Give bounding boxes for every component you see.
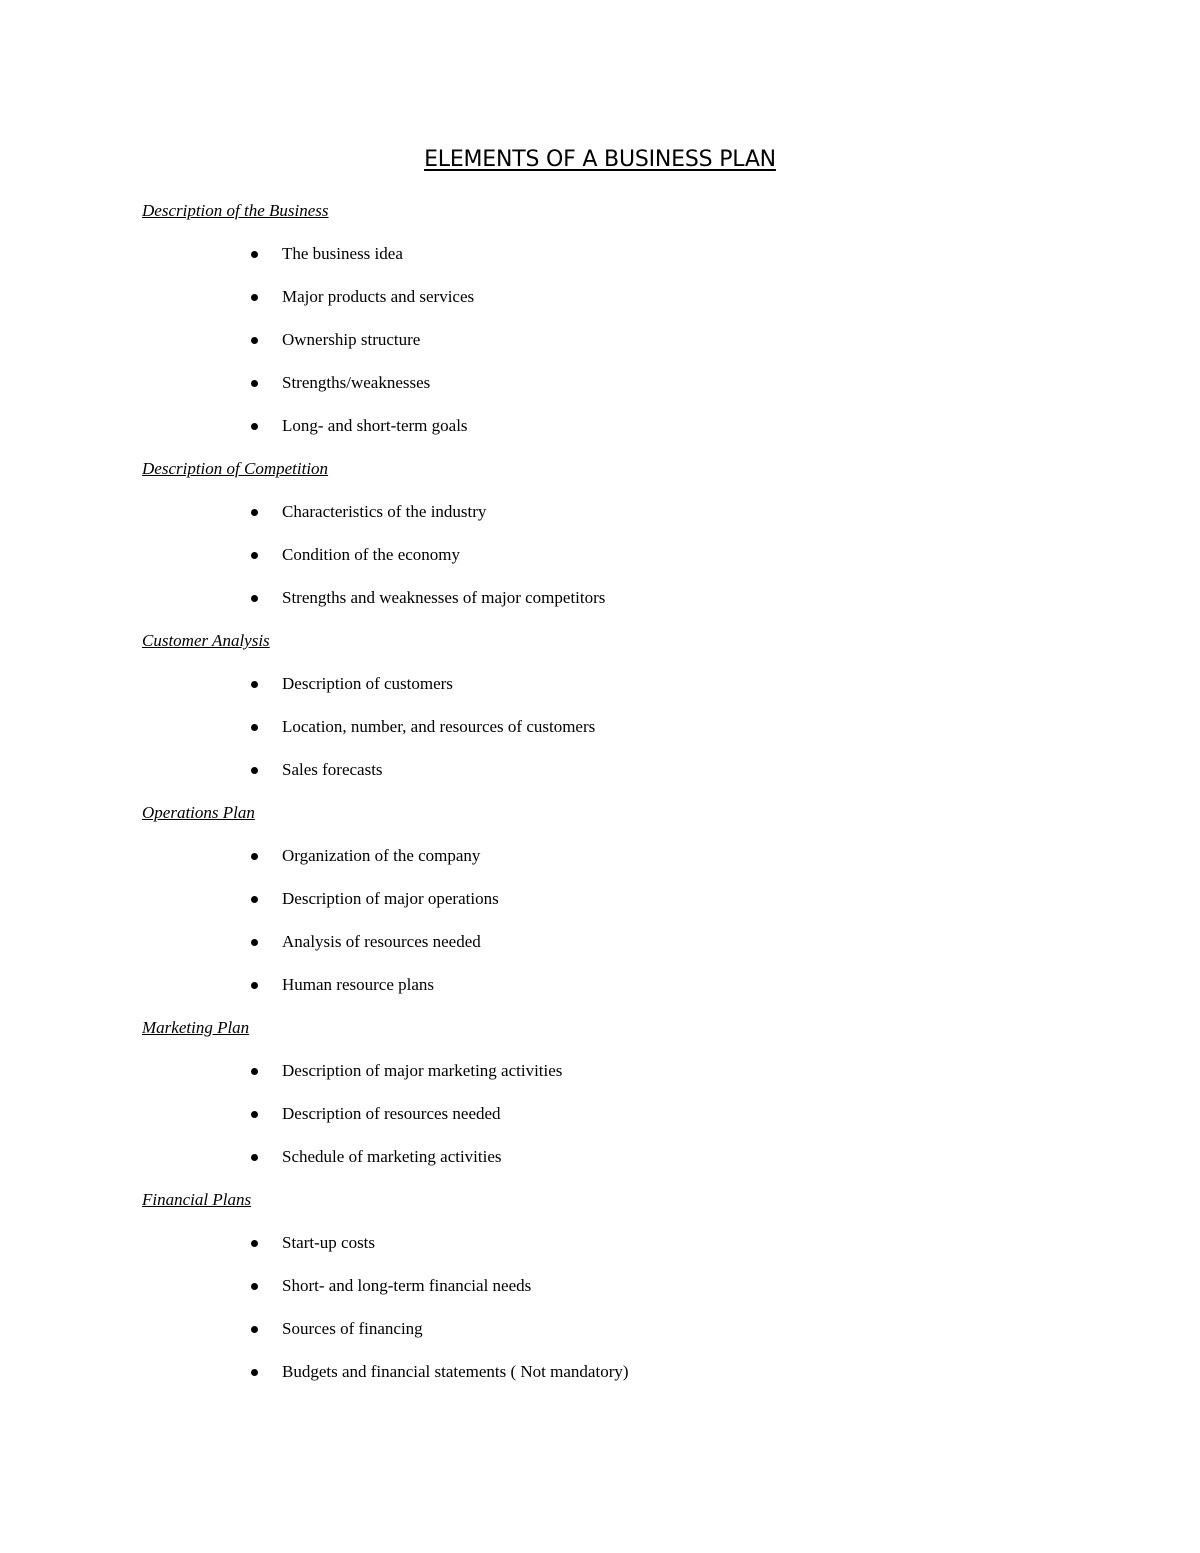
list-item bbox=[142, 413, 1042, 439]
list-item bbox=[142, 284, 1042, 310]
bullet-icon bbox=[251, 853, 258, 860]
list-item-text: Short- and long-term financial needs bbox=[282, 1276, 532, 1295]
list-item-text: Description of major marketing activities bbox=[282, 1061, 563, 1080]
bullet-list bbox=[142, 1230, 1042, 1385]
bullet-icon bbox=[251, 1111, 258, 1118]
list-item bbox=[142, 843, 1042, 869]
bullet-icon bbox=[251, 294, 258, 301]
list-item-text: Characteristics of the industry bbox=[282, 502, 487, 521]
bullet-icon bbox=[251, 337, 258, 344]
list-item-text: Human resource plans bbox=[282, 975, 435, 994]
list-item-text: Condition of the economy bbox=[282, 545, 461, 564]
bullet-icon bbox=[251, 380, 258, 387]
list-item bbox=[142, 542, 1042, 568]
bullet-icon bbox=[251, 595, 258, 602]
list-item-text: Start-up costs bbox=[282, 1233, 376, 1252]
bullet-icon bbox=[251, 1326, 258, 1333]
bullet-list bbox=[142, 499, 1042, 611]
section-heading: Financial Plans bbox=[142, 1190, 252, 1209]
list-item-text: Schedule of marketing activities bbox=[282, 1147, 502, 1166]
document-body bbox=[142, 198, 1042, 1402]
bullet-icon bbox=[251, 552, 258, 559]
section-description-of-business bbox=[142, 198, 1042, 439]
list-item bbox=[142, 714, 1042, 740]
list-item-text: Description of customers bbox=[282, 674, 453, 693]
bullet-icon bbox=[251, 681, 258, 688]
list-item-text: Major products and services bbox=[282, 287, 475, 306]
section-heading: Description of the Business bbox=[142, 201, 329, 220]
bullet-icon bbox=[251, 767, 258, 774]
bullet-list bbox=[142, 671, 1042, 783]
list-item bbox=[142, 929, 1042, 955]
list-item bbox=[142, 241, 1042, 267]
page-title: ELEMENTS OF A BUSINESS PLAN bbox=[424, 147, 776, 172]
section-financial-plans bbox=[142, 1187, 1042, 1385]
bullet-list bbox=[142, 843, 1042, 998]
bullet-list bbox=[142, 1058, 1042, 1170]
bullet-icon bbox=[251, 1240, 258, 1247]
list-item bbox=[142, 671, 1042, 697]
bullet-icon bbox=[251, 1283, 258, 1290]
section-operations-plan bbox=[142, 800, 1042, 998]
list-item-text: Long- and short-term goals bbox=[282, 416, 468, 435]
list-item bbox=[142, 1359, 1042, 1385]
list-item bbox=[142, 886, 1042, 912]
bullet-list bbox=[142, 241, 1042, 439]
list-item bbox=[142, 1273, 1042, 1299]
section-heading: Marketing Plan bbox=[142, 1018, 250, 1037]
list-item-text: Strengths/weaknesses bbox=[282, 373, 431, 392]
list-item bbox=[142, 1230, 1042, 1256]
list-item bbox=[142, 972, 1042, 998]
bullet-icon bbox=[251, 423, 258, 430]
list-item-text: Analysis of resources needed bbox=[282, 932, 481, 951]
list-item bbox=[142, 370, 1042, 396]
list-item bbox=[142, 1144, 1042, 1170]
list-item bbox=[142, 757, 1042, 783]
list-item-text: Sales forecasts bbox=[282, 760, 383, 779]
list-item bbox=[142, 1058, 1042, 1084]
section-heading: Operations Plan bbox=[142, 803, 255, 822]
list-item bbox=[142, 585, 1042, 611]
list-item-text: Sources of financing bbox=[282, 1319, 423, 1338]
list-item-text: Strengths and weaknesses of major competitors bbox=[282, 588, 606, 607]
list-item bbox=[142, 1316, 1042, 1342]
list-item bbox=[142, 499, 1042, 525]
list-item-text: Organization of the company bbox=[282, 846, 481, 865]
bullet-icon bbox=[251, 1369, 258, 1376]
bullet-icon bbox=[251, 251, 258, 258]
list-item-text: Ownership structure bbox=[282, 330, 421, 349]
list-item-text: The business idea bbox=[282, 244, 403, 263]
list-item-text: Description of resources needed bbox=[282, 1104, 501, 1123]
list-item-text: Location, number, and resources of customers bbox=[282, 717, 596, 736]
bullet-icon bbox=[251, 1068, 258, 1075]
bullet-icon bbox=[251, 1154, 258, 1161]
bullet-icon bbox=[251, 982, 258, 989]
list-item-text: Description of major operations bbox=[282, 889, 499, 908]
section-heading: Customer Analysis bbox=[142, 631, 270, 650]
bullet-icon bbox=[251, 509, 258, 516]
section-description-of-competition bbox=[142, 456, 1042, 611]
bullet-icon bbox=[251, 724, 258, 731]
section-heading: Description of Competition bbox=[142, 459, 329, 478]
section-marketing-plan bbox=[142, 1015, 1042, 1170]
list-item bbox=[142, 327, 1042, 353]
bullet-icon bbox=[251, 896, 258, 903]
list-item bbox=[142, 1101, 1042, 1127]
list-item-text: Budgets and financial statements ( Not mandatory) bbox=[282, 1362, 629, 1381]
bullet-icon bbox=[251, 939, 258, 946]
section-customer-analysis bbox=[142, 628, 1042, 783]
